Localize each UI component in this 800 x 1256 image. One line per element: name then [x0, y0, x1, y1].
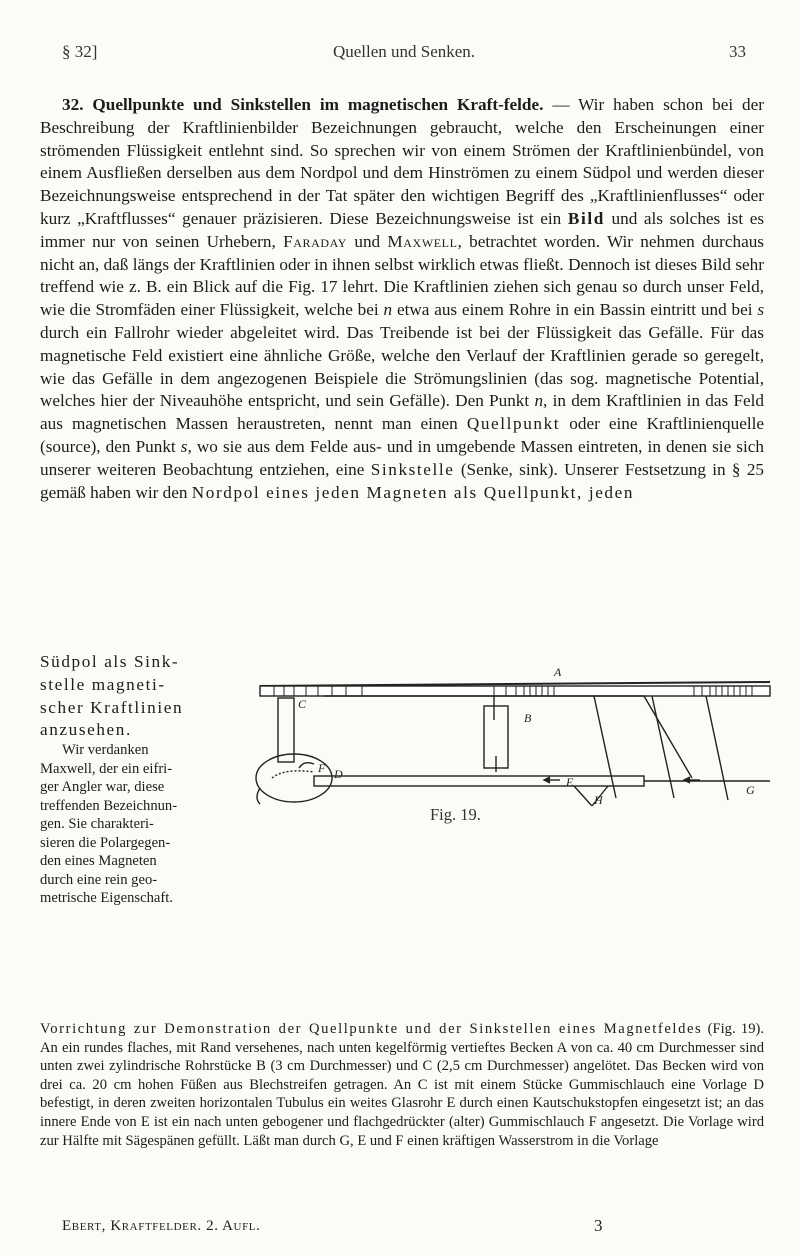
variable-n: n — [383, 300, 393, 320]
description-text: (Fig. 19). An ein rundes flaches, mit Rand versehenes, nach unten kegelförmig vertieftes Becken A von ca. 40 cm Durchmesser sind unten zwei zylindrische Rohrstücke B (3 cm Durchmesser) und C (2,5 cm Durchmesser) angelötet. Das Becken wird von drei ca. 20 cm hohen Füßen aus Blechstreifen getragen. An C ist mit einem Stücke Gummischlauch eine Vorlage D befestigt, in deren zweiten horizontalen Tubulus ein weites Glasrohr E durch einen Kautschukstopfen eingesetzt ist; an das innere Ende von E ist ein nach unten gebogener und flachgedrückter (alter) Gummischlauch F angesetzt. Die Vorlage wird zur Hälfte mit Sägespänen gefüllt. Läßt man durch G, E und F einen kräftigen Wasserstrom in die Vorlage — [40, 1021, 765, 1149]
small-line: metrische Eigenschaft. — [40, 890, 173, 906]
label-h: H — [594, 793, 603, 806]
paragraph-text: und als solches ist es immer nur von seinen Urhebern, — [40, 208, 765, 251]
emphasis-bild: Bild — [567, 208, 605, 228]
wrap-line: scher Kraftlinien — [40, 697, 184, 717]
leg — [706, 696, 728, 800]
small-line: Maxwell, der ein eifri- — [40, 760, 173, 777]
term-quellpunkt: Quellpunkt — [466, 414, 561, 434]
small-line: Wir verdanken — [62, 742, 149, 758]
signature-mark: 3 — [594, 1216, 603, 1235]
small-line: gen. Sie charakteri- — [40, 816, 154, 832]
paragraph-text: etwa aus einem Rohre in ein Bassin eintritt und bei — [396, 300, 753, 320]
small-wrapped-text — [40, 741, 250, 908]
page-number: 33 — [729, 42, 746, 61]
footer — [62, 1218, 662, 1235]
running-title: Quellen und Senken. — [332, 42, 476, 61]
hose-f — [299, 763, 314, 768]
paragraph-text: (Senke, sink). Unserer Festsetzung in § 25 gemäß haben wir den — [40, 459, 765, 502]
paragraph-text: oder eine Kraftlinienquelle (source), den Punkt — [40, 414, 765, 456]
wrapped-text — [40, 651, 250, 742]
label-e: E — [566, 775, 574, 789]
footer-imprint: Ebert, Kraftfelder. 2. Aufl. — [62, 1218, 261, 1234]
running-head — [62, 42, 746, 68]
basin-cone-left — [324, 696, 494, 720]
paragraph-text: , in dem Kraftlinien in das Feld aus magnetischen Massen heraustreten, nennt man einen — [40, 391, 765, 434]
paragraph-text: , betrachtet worden. Wir nehmen durchaus nicht an, daß längs der Kraftlinien oder in ihnen selbst wirklich etwas fließt. Dennoch ist dieses Bild sehr treffend wie z. B. ein Blick auf die Fig. 17 lehrt. Die Kraftlinien ziehen sich genau so durch unser Feld, wie die Stromfäden einer Flüssigkeit, welche bei — [40, 231, 764, 320]
tube-c — [278, 698, 294, 762]
variable-s: s — [757, 300, 765, 320]
paragraph-text: , wo sie aus dem Felde aus- und in umgebende Massen eintreten, in denen sie sich unserer weiteren Beobachtung entziehen, eine — [40, 436, 764, 479]
wrap-line: Südpol als Sink- — [40, 652, 180, 671]
paragraph-text: durch ein Fallrohr wieder abgeleitet wird. Das Treibende ist bei der Flüssigkeit das Gefälle. Für das magnetische Feld existiert eine ähnliche Größe, welche den Verlauf der Kraftlinien gerade so geregelt, wie das Gefälle in dem angezogenen Beispiele die Strömungslinien (das sog. magnetische Potential, welches hier der Niveauhöhe entspricht, und sein Gefälle). Den Punkt — [40, 322, 764, 411]
section-reference: § 32] — [62, 42, 98, 61]
section-heading: 32. Quellpunkte und Sinkstellen im magnetischen Kraft-felde. — [62, 95, 544, 114]
label-g: G — [746, 783, 755, 797]
name-maxwell: Maxwell — [387, 231, 458, 251]
paragraph-text: — Wir haben schon bei der Beschreibung der Kraftlinienbilder Bezeichnungen gebraucht, welche den Erscheinungen einer strömenden Flüssigkeit entlehnt sind. So sprechen wir von einem Strömen der Kraftlinienbündel, von einem Ausfließen derselben aus dem Nordpol und dem Hinströmen zu einem Südpol und werden dieser Bezeichnungsweise entsprechend in der Tat später den wichtigen Begriff des „Kraftlinienflusses“ oder kurz „Kraftflusses“ genauer präzisieren. Diese Bezeichnungsweise ist ein — [40, 95, 764, 228]
name-faraday: Faraday — [283, 231, 348, 251]
label-f: F — [318, 761, 326, 775]
label-c: C — [298, 697, 307, 711]
small-line: den eines Magneten — [40, 853, 157, 869]
word-und: und — [354, 231, 381, 251]
spaced-statement: Nordpol eines jeden Magneten als Quellpunkt, jeden — [191, 482, 635, 502]
leg — [594, 696, 616, 798]
label-b: B — [524, 711, 532, 725]
wrap-line: anzusehen. — [40, 720, 132, 740]
variable-n: n — [534, 391, 544, 411]
description-title: Vorrichtung zur Demonstration der Quellpunkte und der Sinkstellen eines Magnetfeldes — [40, 1021, 703, 1037]
apparatus-description — [40, 1020, 764, 1150]
small-line: ger Angler war, diese — [40, 779, 165, 795]
main-text — [40, 94, 764, 504]
outlet-h — [574, 786, 608, 806]
small-line: durch eine rein geo- — [40, 871, 158, 888]
figure-caption: Fig. 19. — [430, 805, 481, 824]
small-line: sieren die Polargegen- — [40, 834, 171, 851]
figure-19-apparatus — [254, 648, 774, 806]
term-sinkstelle: Sinkstelle — [370, 459, 455, 479]
variable-s: s — [180, 436, 188, 456]
wrap-line: stelle magneti- — [40, 674, 166, 694]
basin-cone-right — [494, 696, 692, 778]
small-line: treffenden Bezeichnun- — [40, 797, 178, 814]
leg — [652, 696, 674, 798]
tube-e — [314, 776, 644, 786]
label-d: D — [334, 767, 343, 781]
label-a: A — [554, 665, 562, 679]
